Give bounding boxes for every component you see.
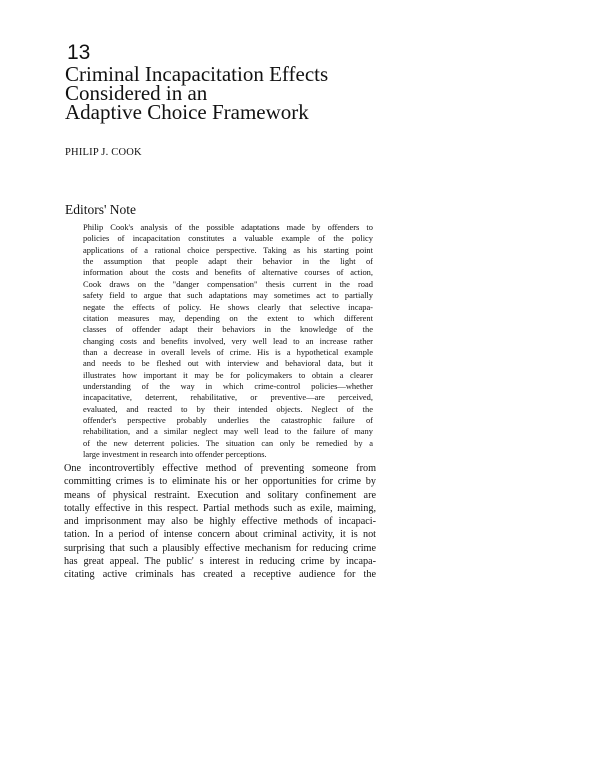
chapter-title-line: Criminal Incapacitation Effects <box>65 62 329 86</box>
chapter-title <box>65 62 505 124</box>
editors-note-line: Philip Cook's analysis of the possible adaptations made by offenders to <box>83 222 373 232</box>
body-line: and imprisonment may also be highly effective methods of incapaci- <box>64 516 376 528</box>
editors-note-line: Cook draws on the "danger compensation" thesis current in the road <box>83 278 373 289</box>
editors-note-line: evaluated, and reacted to by their intended objects. Neglect of the <box>83 403 373 414</box>
editors-note-line: of the new deterrent policies. The situation can only be remedied by a <box>83 437 373 448</box>
body-line: surprising that such a plausibly effective mechanism for reducing crime <box>64 542 376 554</box>
chapter-title-line: Considered in an <box>65 81 208 105</box>
editors-note-line: classes of offender adapt their behaviors in the knowledge of the <box>83 324 373 335</box>
editors-note-line: policies of incapacitation constitutes a valuable example of the policy <box>83 233 373 244</box>
editors-note-line: information about the costs and benefits of alternative courses of action, <box>83 267 373 278</box>
editors-note-line: large investment in research into offender perceptions. <box>83 449 267 460</box>
body-line: One incontrovertibly effective method of preventing someone from <box>64 463 376 474</box>
chapter-title-line: Adaptive Choice Framework <box>65 100 309 124</box>
editors-note-line: citation measures may, depending on the extent to which different <box>83 312 373 323</box>
body-line: totally effective in this respect. Partial methods such as exile, maiming, <box>64 502 376 514</box>
body-line: committing crimes is to eliminate his or her opportunities for crime by <box>64 476 376 488</box>
editors-note-line: the assumption that people adapt their behavior in the light of <box>83 256 373 267</box>
editors-note-line: rehabilitation, and a similar neglect may well lead to the failure of many <box>83 426 373 437</box>
body-line: has great appeal. The public' s interest in reducing crime by incapa- <box>64 556 376 568</box>
editors-note-line: changing costs and benefits involved, very well lead to an increase rather <box>83 335 373 346</box>
body-paragraph <box>64 462 376 582</box>
editors-note-line: and needs to be fleshed out with interview and behavioral data, but it <box>83 358 373 369</box>
chapter-number: 13 <box>67 41 91 64</box>
editors-note-line: offender's perspective probably underlies the catastrophic failure of <box>83 415 373 426</box>
editors-note-line: safety field to argue that such adaptations may sometimes act to partially <box>83 290 373 301</box>
editors-note-heading: Editors' Note <box>65 202 137 217</box>
editors-note-line: illustrates how important it may be for policymakers to obtain a clearer <box>83 369 373 380</box>
body-line: tation. In a period of intense concern about criminal activity, it is not <box>64 529 376 541</box>
editors-note-line: understanding of the way in which crime-control policies—whether <box>83 381 373 392</box>
editors-note-line: than a decrease in overall levels of crime. His is a hypothetical example <box>83 346 373 357</box>
editors-note-line: negate the effects of policy. He shows clearly that selective incapa- <box>83 301 373 312</box>
editors-note-line: applications of a rational choice perspective. Taking as his starting point <box>83 244 373 255</box>
body-line: means of physical restraint. Execution and solitary confinement are <box>64 489 376 501</box>
body-line: citating active criminals has created a receptive audience for the <box>64 569 376 581</box>
editors-note-line: incapacitative, deterrent, rehabilitative, or preventive—are perceived, <box>83 392 373 403</box>
editors-note-text <box>83 222 373 461</box>
author-name: PHILIP J. COOK <box>65 147 142 158</box>
